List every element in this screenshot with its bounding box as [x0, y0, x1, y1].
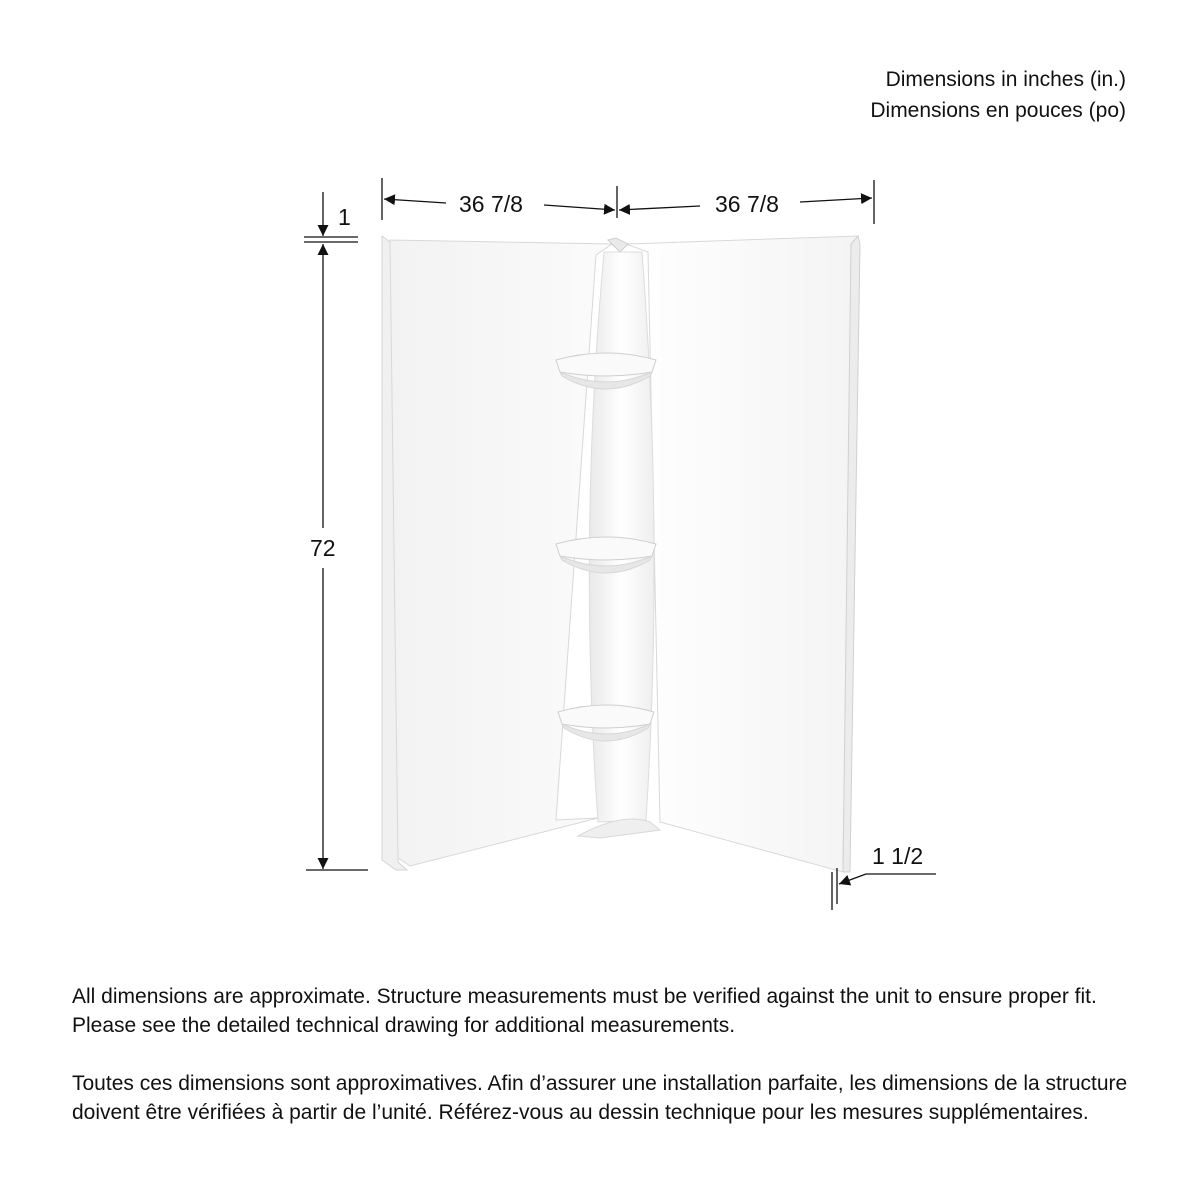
disclaimer-english: All dimensions are approximate. Structure measurements must be verified against the unit to ensure proper fit. Please see the detailed technical drawing for additional measurements.	[72, 985, 1097, 1037]
units-english: Dimensions in inches (in.)	[885, 68, 1126, 91]
height-label: 72	[310, 535, 336, 561]
right-width-arrow-right	[800, 198, 872, 202]
top-offset-label: 1	[338, 204, 351, 230]
disclaimer-notes	[72, 982, 1132, 1156]
flange-arrow	[839, 874, 866, 884]
left-width-arrow-right	[544, 205, 615, 210]
left-width-arrow-left	[384, 199, 446, 203]
column-base	[578, 819, 660, 838]
left-width-label: 36 7/8	[459, 191, 523, 217]
units-french: Dimensions en pouces (po)	[870, 99, 1126, 122]
right-width-arrow-left	[619, 206, 700, 210]
disclaimer-french: Toutes ces dimensions sont approximatives. Afin d’assurer une installation parfaite, les dimensions de la structure doivent être vérifiées à partir de l’unité. Référez-vous au dessin technique pour les mesures supplémentaires.	[72, 1072, 1128, 1124]
right-width-label: 36 7/8	[715, 191, 779, 217]
right-wall-panel	[626, 236, 858, 872]
flange-depth-label: 1 1/2	[872, 843, 924, 869]
wall-panels	[382, 236, 860, 872]
